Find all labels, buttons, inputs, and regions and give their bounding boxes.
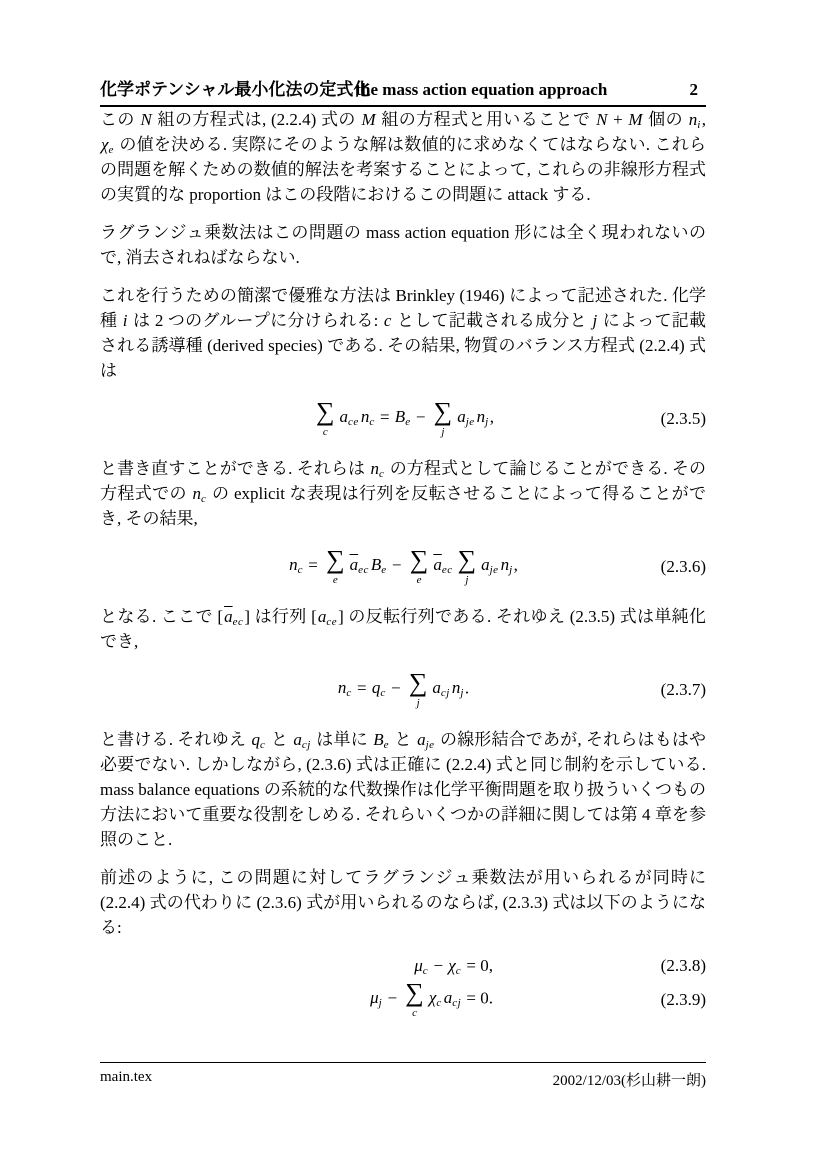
paragraph-3: これを行うための簡潔で優雅な方法は Brinkley (1946) によって記述された. 化学種 i は 2 つのグループに分けられる: c として記載される成分と j によって記載される誘導種 (derived species) である. その結果, 物質のバランス方程式 (2.2.4) 式は — [100, 286, 707, 380]
page-footer — [100, 1062, 706, 1090]
equation-2-3-6 — [100, 547, 706, 586]
equation-body: ∑ c $a_{ce}$ $n_c = B_e$ − ∑ j $a_{je}$ $n_j$, — [316, 397, 494, 438]
equation-2-3-5 — [100, 399, 706, 438]
paragraph-7: 前述のように, この問題に対してラグランジュ乗数法が用いられるが同時に (2.2.4) 式の代わりに (2.3.6) 式が用いられるのならば, (2.3.3) 式は以下のようになる: — [100, 868, 706, 937]
equation-body: $\mu_c - \chi_c = 0$, — [414, 956, 493, 977]
equation-body: $n_c = q_c$ − ∑ j $a_{cj}$ $n_j$. — [337, 668, 470, 709]
equation-group — [100, 956, 706, 1019]
equation-number: (2.3.7) — [660, 679, 706, 699]
equation-number: (2.3.9) — [660, 989, 706, 1009]
equation-number: (2.3.6) — [660, 556, 706, 576]
paragraph-4: と書き直すことができる. それらは $n_c$ の方程式として論じることができる. その方程式での $n_c$ の explicit な表現は行列を反転させることによって得ることができ, その結果, — [100, 459, 707, 528]
equation-body: $n_c$ = ∑ e $\overline{a}_{ec}$ $B_e$ − ∑ e $\overline{a}_{ec}$ ∑ j $a_{je}$ $n_j$, — [289, 545, 518, 586]
page-content — [100, 75, 706, 1023]
equation-2-3-8 — [100, 956, 706, 976]
paragraph-5: となる. ここで $[\overline{a}_{ec}]$ は行列 $[a_{ce}]$ の反転行列である. それゆえ (2.3.5) 式は単純化でき, — [100, 607, 706, 651]
paragraph-1: この N 組の方程式は, (2.2.4) 式の M 組の方程式と用いることで N + M 個の $n_i$, $\chi_e$ の値を決める. 実際にそのような解は数値的に求めなくてはならない. これらの問題を解くための数値的解法を考案することによって, これらの非線形方程式の実質的な proportion はこの段階におけるこの問題に attack する. — [100, 110, 707, 204]
equation-number: (2.3.8) — [660, 956, 706, 975]
footer-filename: main.tex — [100, 1069, 153, 1085]
paragraph-6: と書ける. それゆえ $q_c$ と $a_{cj}$ は単に $B_e$ と $a_{je}$ の線形結合であが, それらはもはや必要でない. しかしながら, (2.3.6) 式は正確に (2.2.4) 式と同じ制約を示している. mass balance equations の系統的な代数操作は化学平衡問題を取り扱ういくつもの方法において重要な役割をしめる. それらいくつかの詳細に関しては第 4 章を参照のこと. — [100, 730, 707, 849]
equation-number: (2.3.5) — [660, 408, 706, 428]
header-title-english: the mass action equation approach — [355, 80, 608, 99]
paragraph-2: ラグランジュ乗数法はこの問題の mass action equation 形には全く現われないので, 消去されねばならない. — [100, 223, 706, 267]
footer-date-author: 2002/12/03(杉山耕一朗) — [552, 1073, 706, 1089]
equation-2-3-9 — [100, 980, 706, 1019]
page-number: 2 — [689, 80, 698, 99]
equation-2-3-7 — [100, 670, 706, 709]
equation-body: $\mu_j$ − ∑ c $\chi_c$ $a_{cj} = 0$. — [370, 978, 493, 1019]
header-title-japanese: 化学ポテンシャル最小化法の定式化 — [100, 80, 371, 99]
header-titles — [100, 75, 607, 100]
running-header — [100, 75, 706, 107]
